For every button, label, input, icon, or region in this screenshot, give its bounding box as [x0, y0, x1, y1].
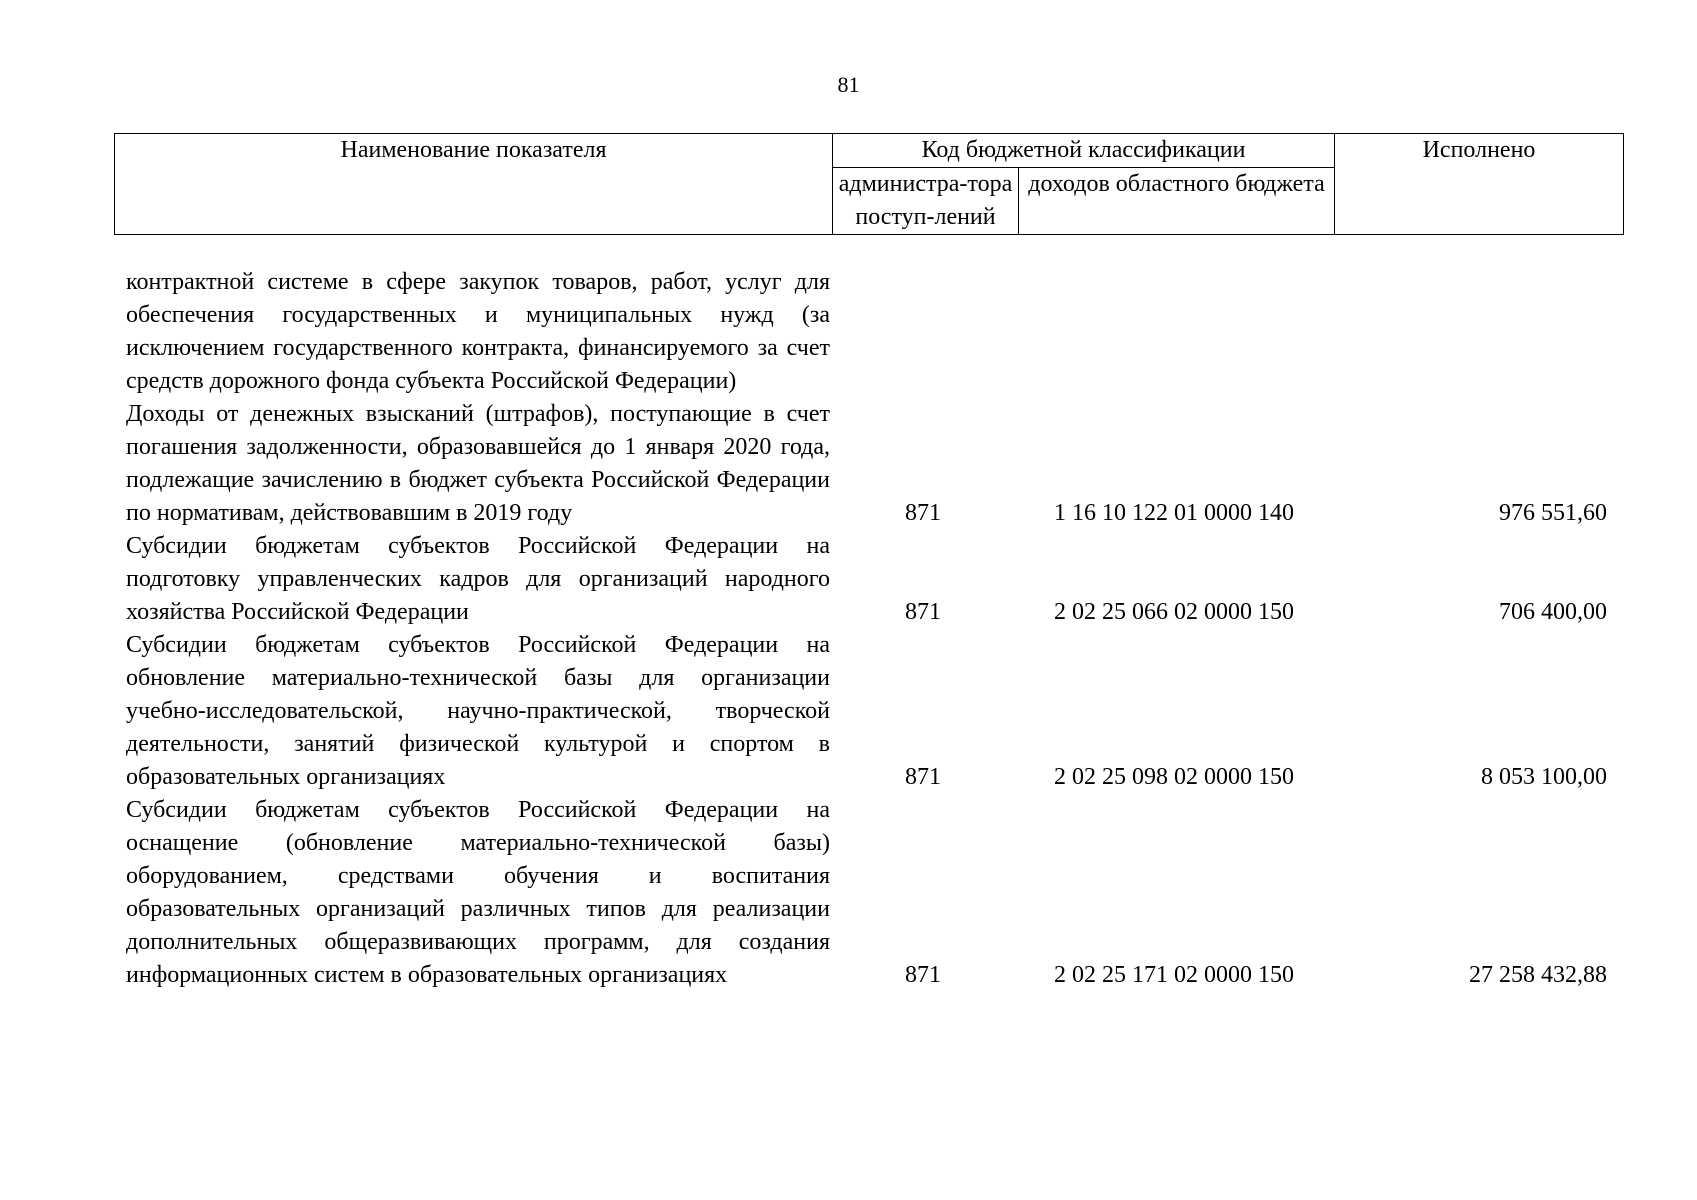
- row-done-amount: 706 400,00: [1499, 599, 1607, 625]
- table-header: [114, 133, 1624, 235]
- row-done-amount: 976 551,60: [1499, 500, 1607, 526]
- row-income-code: 1 16 10 122 01 0000 140: [1054, 500, 1294, 526]
- table-body: [114, 266, 1623, 992]
- table-row: [114, 794, 1623, 992]
- table-row: [114, 266, 1623, 398]
- header-income: доходов областного бюджета: [1019, 168, 1335, 235]
- header-admin: администра-тора поступ-лений: [833, 168, 1019, 235]
- table-row: [114, 629, 1623, 794]
- table-row: [114, 398, 1623, 530]
- row-name: Субсидии бюджетам субъектов Российской Федерации на подготовку управленческих кадров для организаций народного хозяйства Российской Федерации: [126, 533, 830, 625]
- row-admin-code: 871: [905, 764, 941, 790]
- row-done-amount: 8 053 100,00: [1481, 764, 1607, 790]
- header-code-group: Код бюджетной классификации: [833, 134, 1335, 168]
- row-done-amount: 27 258 432,88: [1469, 962, 1607, 988]
- row-income-code: 2 02 25 098 02 0000 150: [1054, 764, 1294, 790]
- row-name: Субсидии бюджетам субъектов Российской Федерации на обновление материально-технической базы для организации учебно-исследовательской, научно-практической, творческой деятельности, занятий физической культурой и спортом в образовательных организациях: [126, 632, 830, 790]
- row-name: Субсидии бюджетам субъектов Российской Федерации на оснащение (обновление материально-технической базы) оборудованием, средствами обучения и воспитания образовательных организаций различных типов для реализации дополнительных общеразвивающих программ, для создания информационных систем в образовательных организациях: [126, 797, 830, 988]
- table-row: [114, 530, 1623, 629]
- header-done: Исполнено: [1335, 134, 1624, 235]
- row-income-code: 2 02 25 066 02 0000 150: [1054, 599, 1294, 625]
- row-name: контрактной системе в сфере закупок товаров, работ, услуг для обеспечения государственных и муниципальных нужд (за исключением государственного контракта, финансируемого за счет средств дорожного фонда субъекта Российской Федерации): [126, 269, 830, 394]
- row-admin-code: 871: [905, 962, 941, 988]
- row-income-code: 2 02 25 171 02 0000 150: [1054, 962, 1294, 988]
- row-admin-code: 871: [905, 599, 941, 625]
- header-name: Наименование показателя: [115, 134, 833, 235]
- row-admin-code: 871: [905, 500, 941, 526]
- row-name: Доходы от денежных взысканий (штрафов), поступающие в счет погашения задолженности, образовавшейся до 1 января 2020 года, подлежащие зачислению в бюджет субъекта Российской Федерации по нормативам, действовавшим в 2019 году: [126, 401, 830, 526]
- page-number: 81: [837, 72, 860, 97]
